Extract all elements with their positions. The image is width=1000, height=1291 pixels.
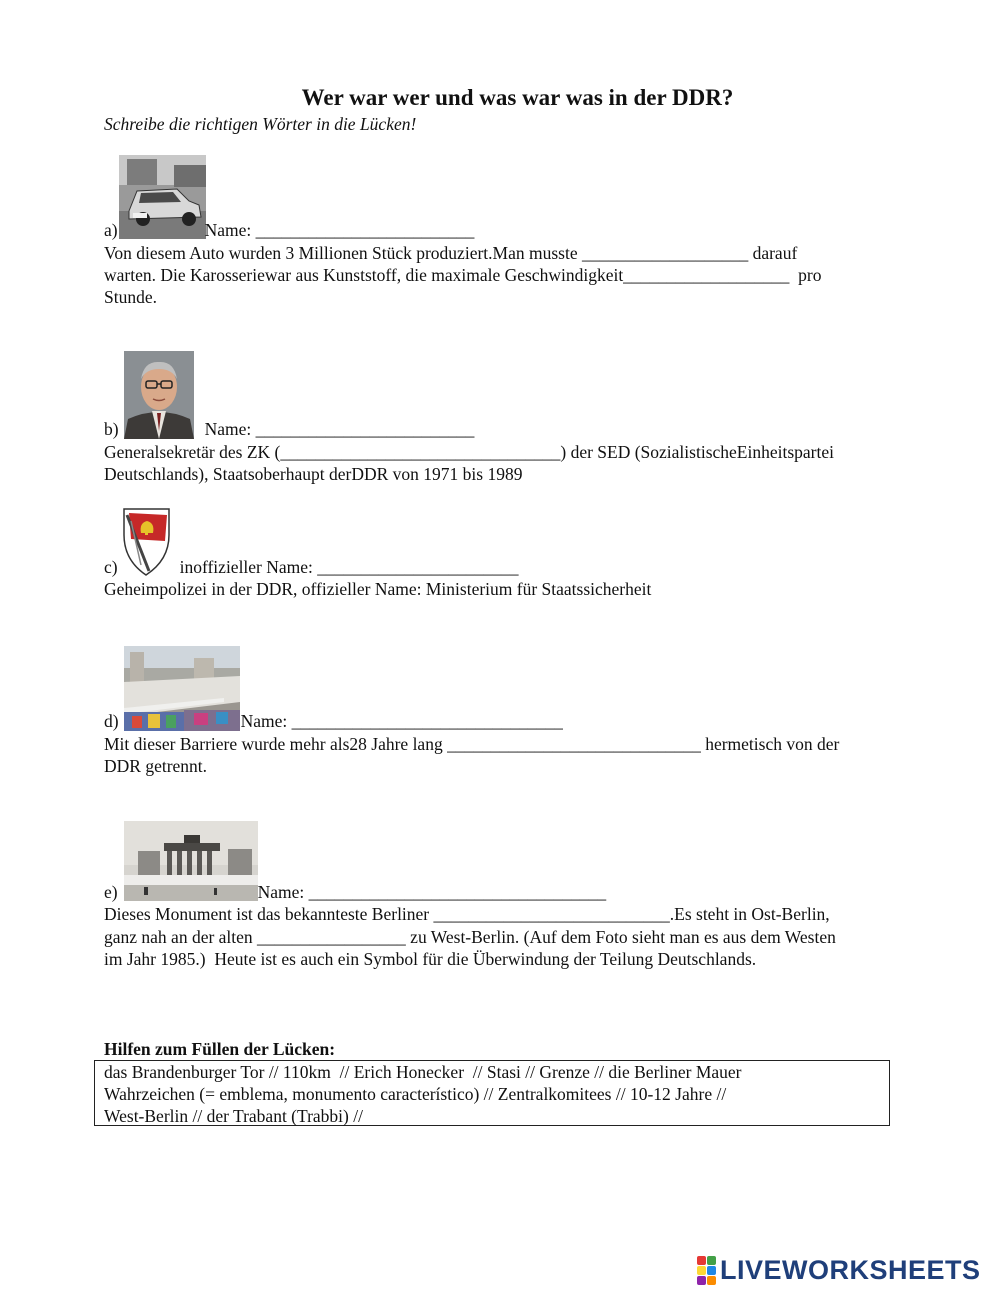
item-b-label: b) <box>104 419 119 439</box>
item-a-text-line-3: Stunde. <box>104 287 157 307</box>
item-c-text-line-1: Geheimpolizei in der DDR, offizieller Name: Ministerium für Staatssicherheit <box>104 579 652 599</box>
item-e-text-line-2: ganz nah an der alten _________________ zu West-Berlin. (Auf dem Foto sieht man es aus dem Westen <box>104 927 836 947</box>
item-d-text-line-2: DDR getrennt. <box>104 756 208 776</box>
item-a-name-blank[interactable]: _________________________ <box>255 220 475 240</box>
item-b-name-row <box>104 418 474 440</box>
item-a-text-line-1: Von diesem Auto wurden 3 Millionen Stück produziert.Man musste ___________________ darauf <box>104 243 798 263</box>
item-d-name-blank[interactable]: _______________________________ <box>291 711 563 731</box>
item-a-name-label: Name: <box>204 220 256 240</box>
item-d-label: d) <box>104 711 119 731</box>
item-c-name-label: inoffizieller Name: <box>179 557 318 577</box>
worksheet-title: Wer war wer und was war was in der DDR? <box>301 85 734 110</box>
item-c-name-row <box>104 556 519 578</box>
item-e-name-label: Name: <box>257 882 309 902</box>
item-b-name-blank[interactable]: _________________________ <box>255 419 475 439</box>
item-c-label: c) <box>104 557 118 577</box>
help-line-2: Wahrzeichen (= emblema, monumento característico) // Zentralkomitees // 10-12 Jahre // <box>104 1084 727 1104</box>
item-b-text-line-2: Deutschlands), Staatsoberhaupt derDDR von 1971 bis 1989 <box>104 464 523 484</box>
liveworksheets-logo <box>697 1255 981 1285</box>
liveworksheets-logo-icon <box>697 1256 716 1285</box>
help-word-box <box>94 1060 890 1126</box>
item-d-name-row <box>104 710 563 732</box>
item-a-label: a) <box>104 220 118 240</box>
item-d-text-line-1: Mit dieser Barriere wurde mehr als28 Jahre lang _____________________________ hermetisch von der <box>104 734 840 754</box>
item-d-name-label: Name: <box>240 711 292 731</box>
item-e-text-line-3: im Jahr 1985.) Heute ist es auch ein Symbol für die Überwindung der Teilung Deutschlands. <box>104 949 757 969</box>
worksheet-instruction: Schreibe die richtigen Wörter in die Lücken! <box>104 114 417 134</box>
item-e-name-blank[interactable]: __________________________________ <box>308 882 607 902</box>
item-a-name-row <box>104 219 474 241</box>
item-e-name-row <box>104 881 606 903</box>
help-line-1: das Brandenburger Tor // 110km // Erich Honecker // Stasi // Grenze // die Berliner Mauer <box>104 1062 742 1082</box>
help-heading: Hilfen zum Füllen der Lücken: <box>104 1039 336 1059</box>
item-a-text-line-2: warten. Die Karosseriewar aus Kunststoff, die maximale Geschwindigkeit___________________ pro <box>104 265 822 285</box>
item-e-text-line-1: Dieses Monument ist das bekannteste Berliner ___________________________.Es steht in Ost-Berlin, <box>104 904 830 924</box>
liveworksheets-logo-text: LIVEWORKSHEETS <box>720 1255 981 1285</box>
item-b-text-line-1: Generalsekretär des ZK (________________________________) der SED (SozialistischeEinheitspartei <box>104 442 834 462</box>
item-e-label: e) <box>104 882 118 902</box>
item-b-name-label: Name: <box>204 419 256 439</box>
item-c-name-blank[interactable]: _______________________ <box>317 557 519 577</box>
help-line-3: West-Berlin // der Trabant (Trabbi) // <box>104 1106 363 1126</box>
